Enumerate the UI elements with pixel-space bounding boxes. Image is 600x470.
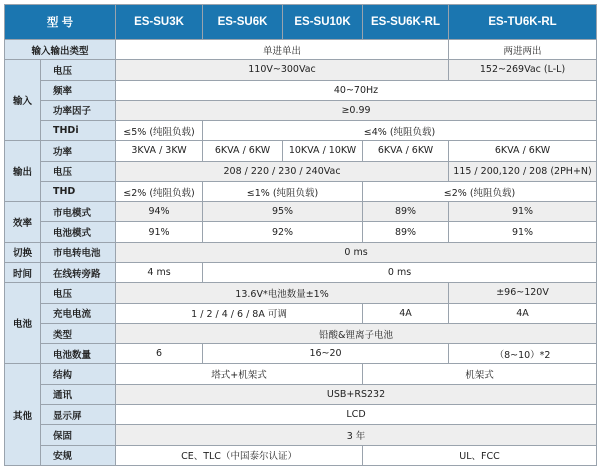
transfer-online-bypass-su3k: 4 ms bbox=[116, 263, 203, 283]
header-row bbox=[5, 5, 597, 40]
model-label: 型 号 bbox=[5, 5, 116, 40]
eff-mains-su6krl: 89% bbox=[363, 202, 449, 222]
battery-charge-tu6krl: 4A bbox=[449, 303, 597, 323]
input-category: 输入 bbox=[5, 60, 41, 141]
transfer-mains-battery-row bbox=[5, 242, 597, 262]
eff-battery-row bbox=[5, 222, 597, 242]
output-power-row bbox=[5, 141, 597, 161]
model-es-tu6k-rl: ES-TU6K-RL bbox=[449, 5, 597, 40]
eff-battery-mid: 92% bbox=[203, 222, 363, 242]
io-type-row bbox=[5, 39, 597, 59]
battery-voltage-label: 电压 bbox=[41, 283, 116, 303]
battery-count-su3k: 6 bbox=[116, 344, 203, 364]
battery-count-mid: 16~20 bbox=[203, 344, 449, 364]
other-structure-label: 结构 bbox=[41, 364, 116, 384]
output-thd-label: THD bbox=[41, 181, 116, 201]
eff-battery-tu6krl: 91% bbox=[449, 222, 597, 242]
eff-battery-label: 电池模式 bbox=[41, 222, 116, 242]
other-comm-row bbox=[5, 384, 597, 404]
output-voltage-row bbox=[5, 161, 597, 181]
battery-count-rl: （8~10）*2 bbox=[449, 344, 597, 364]
input-frequency-row bbox=[5, 80, 597, 100]
other-structure-left: 塔式+机架式 bbox=[116, 364, 363, 384]
input-voltage-triple: 152~269Vac (L-L) bbox=[449, 60, 597, 80]
output-power-su6k: 6KVA / 6KW bbox=[203, 141, 283, 161]
transfer-category-top: 切换 bbox=[5, 242, 41, 262]
output-thd-row bbox=[5, 181, 597, 201]
other-comm-value: USB+RS232 bbox=[116, 384, 597, 404]
output-category: 输出 bbox=[5, 141, 41, 202]
battery-count-row bbox=[5, 344, 597, 364]
input-thdi-row bbox=[5, 121, 597, 141]
other-cert-right: UL、FCC bbox=[363, 445, 597, 465]
transfer-online-bypass-row bbox=[5, 263, 597, 283]
input-frequency-value: 40~70Hz bbox=[116, 80, 597, 100]
model-es-su6k-rl: ES-SU6K-RL bbox=[363, 5, 449, 40]
battery-type-value: 铅酸&锂离子电池 bbox=[116, 323, 597, 343]
other-warranty-label: 保固 bbox=[41, 425, 116, 445]
output-power-tu6krl: 6KVA / 6KW bbox=[449, 141, 597, 161]
other-cert-row bbox=[5, 445, 597, 465]
input-thdi-label: THDi bbox=[41, 121, 116, 141]
other-comm-label: 通讯 bbox=[41, 384, 116, 404]
input-frequency-label: 频率 bbox=[41, 80, 116, 100]
battery-count-label: 电池数量 bbox=[41, 344, 116, 364]
output-voltage-label: 电压 bbox=[41, 161, 116, 181]
efficiency-category: 效率 bbox=[5, 202, 41, 243]
transfer-online-bypass-others: 0 ms bbox=[203, 263, 597, 283]
io-type-label: 输入输出类型 bbox=[5, 39, 116, 59]
eff-mains-mid: 95% bbox=[203, 202, 363, 222]
transfer-mains-battery-value: 0 ms bbox=[116, 242, 597, 262]
input-thdi-others: ≤4% (纯阻负载) bbox=[203, 121, 597, 141]
other-warranty-value: 3 年 bbox=[116, 425, 597, 445]
other-display-row bbox=[5, 405, 597, 425]
transfer-online-bypass-label: 在线转旁路 bbox=[41, 263, 116, 283]
other-category: 其他 bbox=[5, 364, 41, 466]
battery-type-row bbox=[5, 323, 597, 343]
eff-mains-row bbox=[5, 202, 597, 222]
eff-mains-label: 市电模式 bbox=[41, 202, 116, 222]
battery-type-label: 类型 bbox=[41, 323, 116, 343]
other-display-label: 显示屏 bbox=[41, 405, 116, 425]
battery-voltage-triple: ±96~120V bbox=[449, 283, 597, 303]
input-voltage-label: 电压 bbox=[41, 60, 116, 80]
eff-battery-su6krl: 89% bbox=[363, 222, 449, 242]
battery-voltage-row bbox=[5, 283, 597, 303]
eff-mains-tu6krl: 91% bbox=[449, 202, 597, 222]
model-es-su3k: ES-SU3K bbox=[116, 5, 203, 40]
output-power-su10k: 10KVA / 10KW bbox=[283, 141, 363, 161]
model-es-su6k: ES-SU6K bbox=[203, 5, 283, 40]
other-cert-left: CE、TLC（中国泰尔认证） bbox=[116, 445, 363, 465]
io-type-single: 单进单出 bbox=[116, 39, 449, 59]
battery-charge-label: 充电电流 bbox=[41, 303, 116, 323]
io-type-triple: 两进两出 bbox=[449, 39, 597, 59]
output-power-su6krl: 6KVA / 6KW bbox=[363, 141, 449, 161]
battery-category: 电池 bbox=[5, 283, 41, 364]
eff-battery-su3k: 91% bbox=[116, 222, 203, 242]
input-voltage-single: 110V~300Vac bbox=[116, 60, 449, 80]
output-voltage-single: 208 / 220 / 230 / 240Vac bbox=[116, 161, 449, 181]
battery-charge-single: 1 / 2 / 4 / 6 / 8A 可调 bbox=[116, 303, 363, 323]
input-pf-row bbox=[5, 100, 597, 120]
eff-mains-su3k: 94% bbox=[116, 202, 203, 222]
battery-charge-row bbox=[5, 303, 597, 323]
transfer-category-bottom: 时间 bbox=[5, 263, 41, 283]
input-voltage-row bbox=[5, 60, 597, 80]
spec-table bbox=[4, 4, 597, 466]
other-structure-row bbox=[5, 364, 597, 384]
output-power-su3k: 3KVA / 3KW bbox=[116, 141, 203, 161]
output-voltage-triple: 115 / 200,120 / 208 (2PH+N) bbox=[449, 161, 597, 181]
output-power-label: 功率 bbox=[41, 141, 116, 161]
output-thd-rest: ≤2% (纯阻负载) bbox=[363, 181, 597, 201]
transfer-mains-battery-label: 市电转电池 bbox=[41, 242, 116, 262]
output-thd-su3k: ≤2% (纯阻负载) bbox=[116, 181, 203, 201]
input-pf-label: 功率因子 bbox=[41, 100, 116, 120]
other-cert-label: 安规 bbox=[41, 445, 116, 465]
battery-voltage-single: 13.6V*电池数量±1% bbox=[116, 283, 449, 303]
output-thd-mid: ≤1% (纯阻负载) bbox=[203, 181, 363, 201]
model-es-su10k: ES-SU10K bbox=[283, 5, 363, 40]
other-structure-right: 机架式 bbox=[363, 364, 597, 384]
other-display-value: LCD bbox=[116, 405, 597, 425]
other-warranty-row bbox=[5, 425, 597, 445]
battery-charge-su6krl: 4A bbox=[363, 303, 449, 323]
input-thdi-su3k: ≤5% (纯阻负载) bbox=[116, 121, 203, 141]
input-pf-value: ≥0.99 bbox=[116, 100, 597, 120]
